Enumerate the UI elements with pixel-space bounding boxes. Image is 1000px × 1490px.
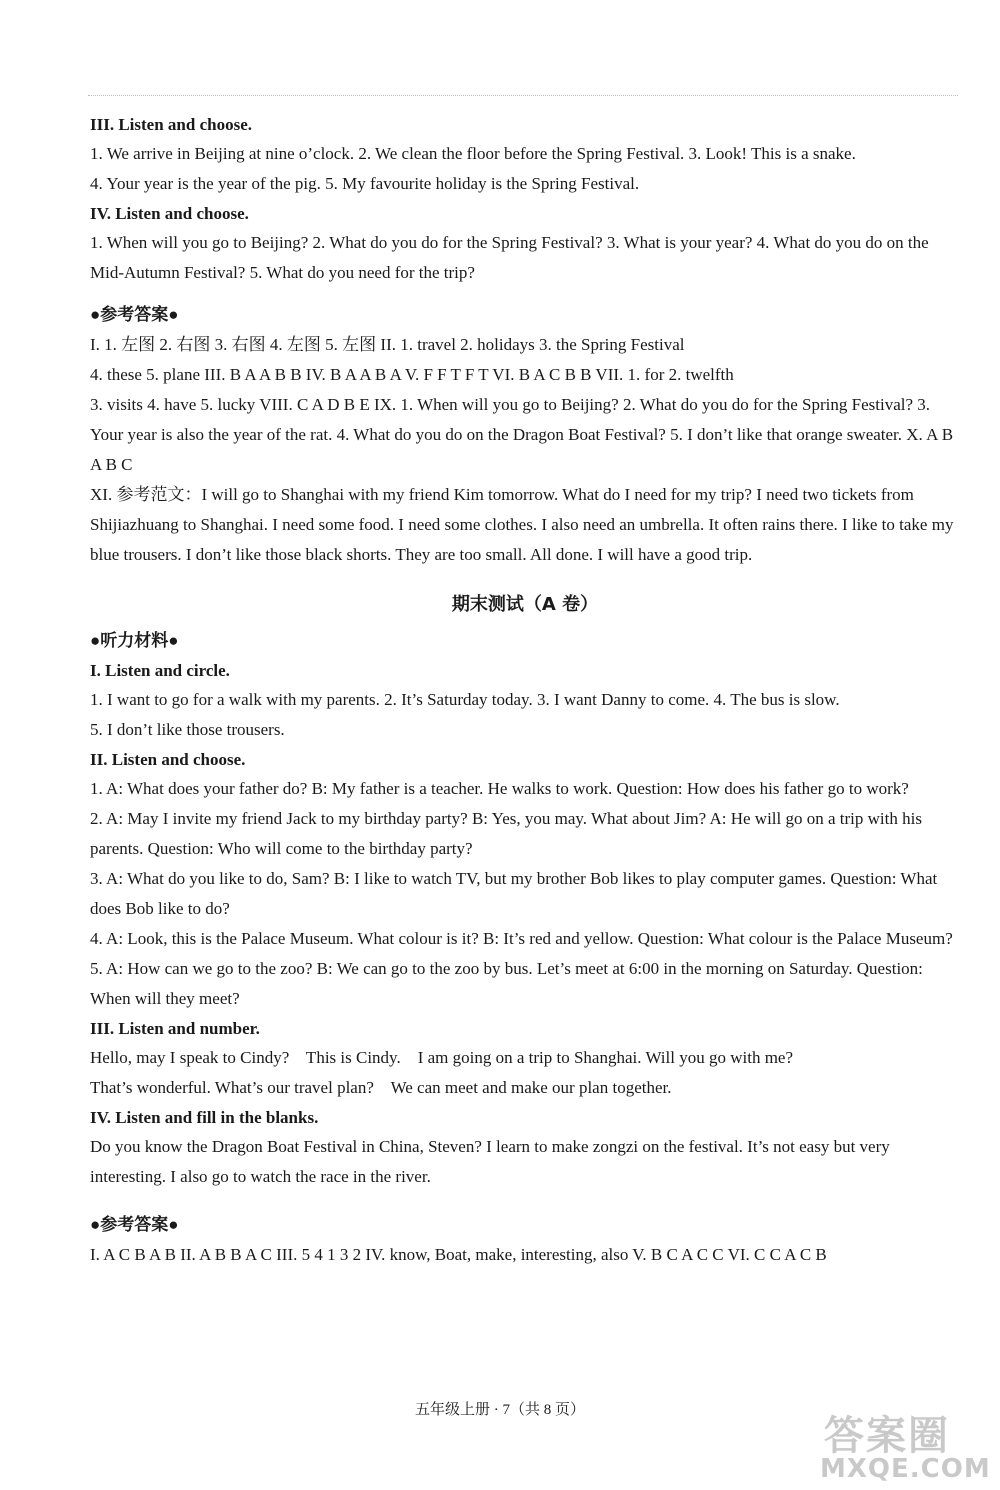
dialogue-item: 1. A: What does your father do? B: My father is a teacher. He walks to work. Question: How does his father go to work?	[90, 779, 909, 798]
text-paragraph: 1. When will you go to Beijing? 2. What do you do for the Spring Festival? 3. What is your year? 4. What do you do on the Mid-Autumn Festival? 5. What do you need for the trip?	[90, 233, 929, 282]
text-line: 1. I want to go for a walk with my parents. 2. It’s Saturday today. 3. I want Danny to come. 4. The bus is slow.	[90, 690, 840, 709]
answer-line: 4. these 5. plane III. B A A B B IV. B A A B A V. F F T F T VI. B A C B B VII. 1. for 2. twelfth	[90, 365, 734, 384]
section-title: 期末测试（A 卷）	[451, 594, 599, 615]
top-divider	[88, 95, 958, 96]
dialogue-item: 4. A: Look, this is the Palace Museum. What colour is it? B: It’s red and yellow. Question: What colour is the Palace Museum?	[90, 929, 953, 948]
dialogue-item: 2. A: May I invite my friend Jack to my birthday party? B: Yes, you may. What about Jim? A: He will go on a trip with his parents. Question: Who will come to the birthday party?	[90, 809, 922, 858]
heading-listen-choose-3: III. Listen and choose.	[90, 115, 253, 134]
heading-listen-choose-4: IV. Listen and choose.	[90, 204, 249, 223]
text-line: That’s wonderful. What’s our travel plan? We can meet and make our plan together.	[90, 1078, 672, 1097]
page-content	[90, 110, 960, 1270]
page-footer: 五年级上册 · 7（共 8 页）	[415, 1402, 585, 1418]
watermark-logo	[812, 1404, 992, 1484]
heading-fill-blanks: IV. Listen and fill in the blanks.	[90, 1108, 319, 1127]
answer-line: I. A C B A B II. A B B A C III. 5 4 1 3 2 IV. know, Boat, make, interesting, also V. B C A C C VI. C C A C B	[90, 1245, 827, 1264]
heading-listen-number: III. Listen and number.	[90, 1019, 260, 1038]
answer-key-marker: ●参考答案●	[90, 1215, 179, 1234]
dialogue-item: 5. A: How can we go to the zoo? B: We can go to the zoo by bus. Let’s meet at 6:00 in the morning on Saturday. Question: When will they meet?	[90, 959, 923, 1008]
answer-paragraph: 3. visits 4. have 5. lucky VIII. C A D B E IX. 1. When will you go to Beijing? 2. What do you do for the Spring Festival? 3. Your year is also the year of the rat. 4. What do you do on the Dragon Boat Festival? 5. I don’t like that orange sweater. X. A B A B C	[90, 395, 954, 474]
answer-key-marker: ●参考答案●	[90, 305, 179, 324]
sample-essay: XI. 参考范文：I will go to Shanghai with my friend Kim tomorrow. What do I need for my trip? I need two tickets from Shijiazhuang to Shanghai. I need some food. I need some clothes. I also need an umbrella. It often rains there. I like to take my blue trousers. I don’t like those black shorts. They are too small. All done. I will have a good trip.	[90, 485, 954, 564]
listening-material-marker: ●听力材料●	[90, 631, 179, 650]
text-line: Hello, may I speak to Cindy? This is Cindy. I am going on a trip to Shanghai. Will you go with me?	[90, 1048, 794, 1067]
dialogue-item: 3. A: What do you like to do, Sam? B: I like to watch TV, but my brother Bob likes to play computer games. Question: What does Bob like to do?	[90, 869, 938, 918]
watermark-url: MXQE.COM	[820, 1454, 991, 1484]
heading-listen-circle: I. Listen and circle.	[90, 661, 230, 680]
answer-line: I. 1. 左图 2. 右图 3. 右图 4. 左图 5. 左图 II. 1. travel 2. holidays 3. the Spring Festival	[90, 335, 685, 354]
text-line: 5. I don’t like those trousers.	[90, 720, 285, 739]
text-line: 1. We arrive in Beijing at nine o’clock. 2. We clean the floor before the Spring Festival. 3. Look! This is a snake.	[90, 144, 856, 163]
text-paragraph: Do you know the Dragon Boat Festival in China, Steven? I learn to make zongzi on the festival. It’s not easy but very interesting. I also go to watch the race in the river.	[90, 1137, 890, 1186]
text-line: 4. Your year is the year of the pig. 5. My favourite holiday is the Spring Festival.	[90, 174, 640, 193]
watermark-text: 答案圈	[824, 1413, 950, 1459]
heading-listen-choose-2: II. Listen and choose.	[90, 750, 246, 769]
